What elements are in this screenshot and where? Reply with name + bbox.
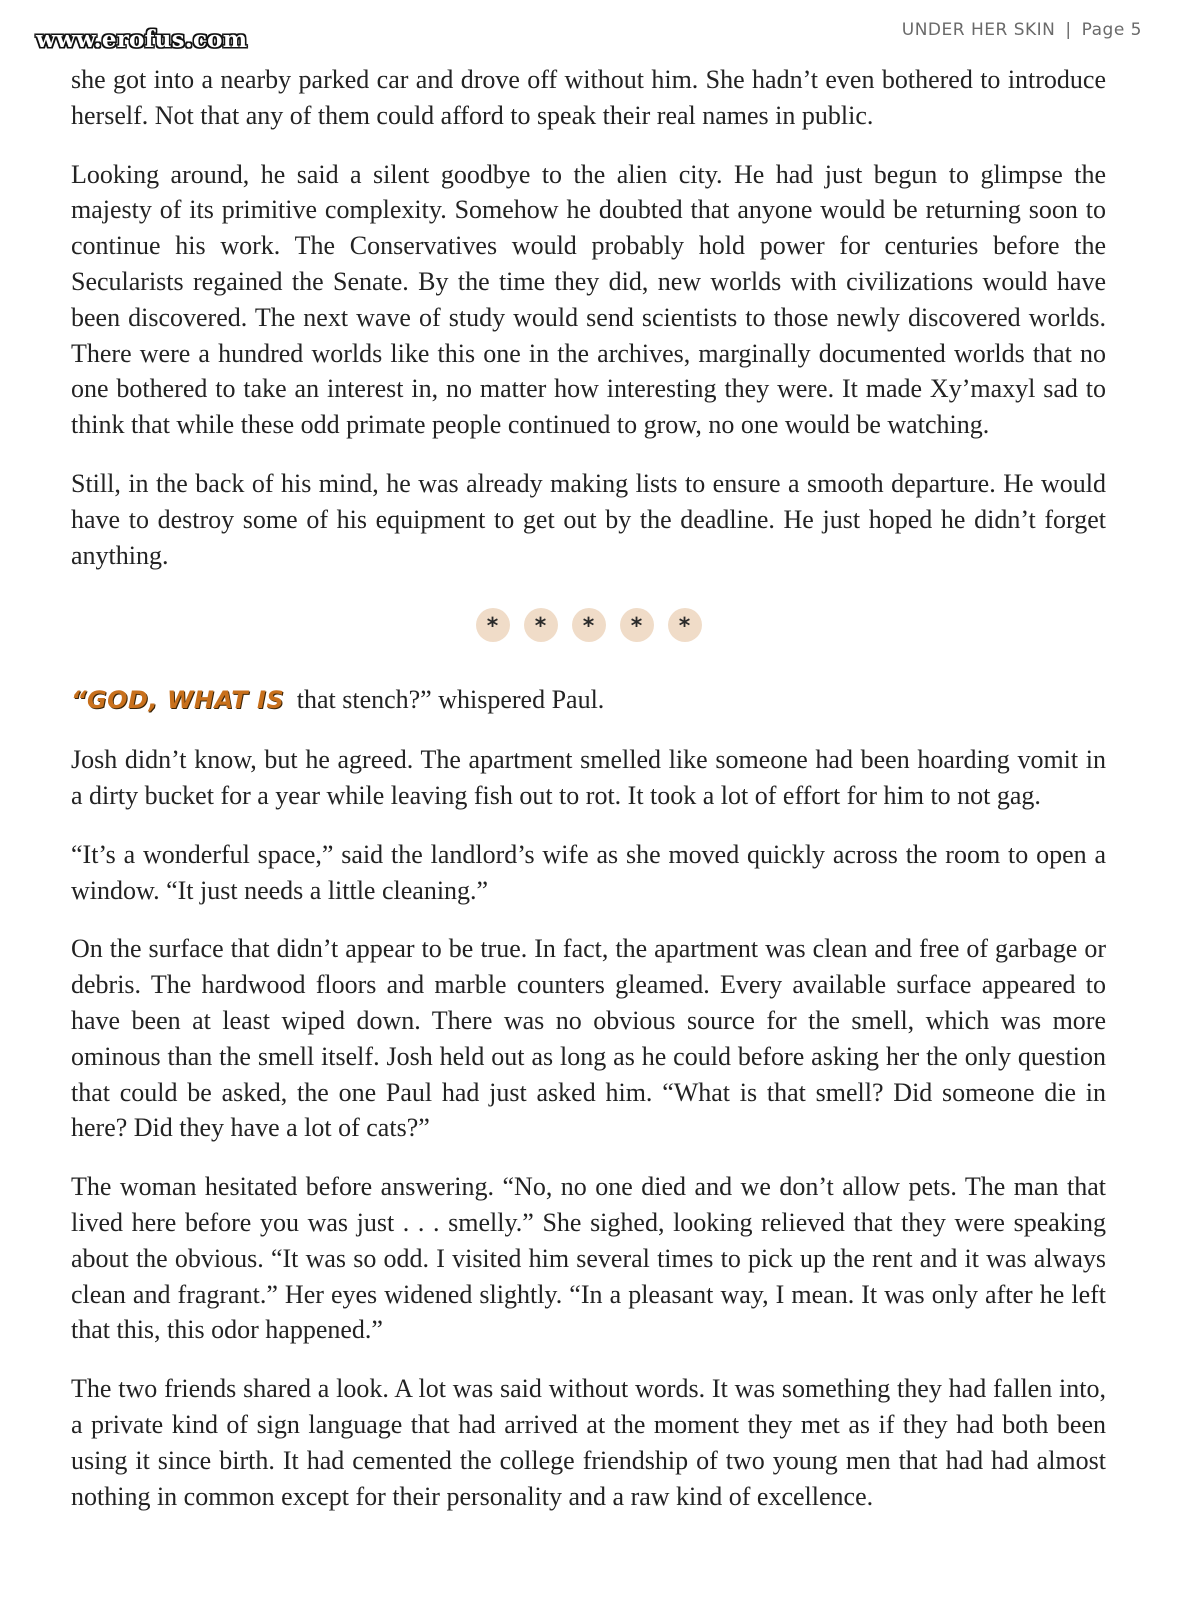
asterisk-ornament: * — [572, 608, 606, 642]
paragraph: The two friends shared a look. A lot was said without words. It was something they had fallen into, a private kind of sign language that had arrived at the moment they met as if they had both been using it since birth. It had cemented the college friendship of two young men that had had almost nothing in common except for their personality and a raw kind of excellence. — [71, 1374, 1106, 1511]
page-number: Page 5 — [1081, 20, 1142, 40]
paragraph: Josh didn’t know, but he agreed. The apartment smelled like someone had been hoarding vomit in a dirty bucket for a year while leaving fish out to rot. It took a lot of effort for him to not gag. — [71, 745, 1106, 810]
paragraph: Looking around, he said a silent goodbye to the alien city. He had just begun to glimpse the majesty of its primitive complexity. Somehow he doubted that anyone would be returning soon to continue his work. The Conservatives would probably hold power for centuries before the Secularists regained the Senate. By the time they did, new worlds with civilizations would have been discovered. The next wave of study would send scientists to those newly discovered worlds. There were a hundred worlds like this one in the archives, marginally documented worlds that no one bothered to take an interest in, no matter how interesting they were. It made Xy’maxyl sad to think that while these odd primate people continued to grow, no one would be watching. — [71, 159, 1106, 440]
header-separator: | — [1065, 20, 1072, 40]
lead-paragraph-rest: that stench?” whispered Paul. — [296, 685, 605, 715]
asterisk-ornament: * — [524, 608, 558, 642]
scene-break-divider — [71, 608, 1106, 642]
paragraph: she got into a nearby parked car and drove off without him. She hadn’t even bothered to introduce herself. Not that any of them could afford to speak their real names in public. — [71, 65, 1106, 130]
paragraph: Still, in the back of his mind, he was already making lists to ensure a smooth departure. He would have to destroy some of his equipment to get out by the deadline. He just hoped he didn’t forget anything. — [71, 468, 1106, 570]
lead-paragraph — [71, 682, 1106, 719]
asterisk-ornament: * — [476, 608, 510, 642]
book-title: UNDER HER SKIN — [901, 20, 1056, 40]
paragraph: “It’s a wonderful space,” said the landlord’s wife as she moved quickly across the room to open a window. “It just needs a little cleaning.” — [71, 839, 1106, 905]
running-header — [902, 20, 1142, 40]
paragraph: The woman hesitated before answering. “No, no one died and we don’t allow pets. The man that lived here before you was just . . . smelly.” She sighed, looking relieved that they were speaking about the obvious. “It was so odd. I visited him several times to pick up the rent and it was always clean and fragrant.” Her eyes widened slightly. “In a pleasant way, I mean. It was only after he left that this, this odor happened.” — [71, 1172, 1106, 1345]
asterisk-ornament: * — [668, 608, 702, 642]
paragraph: On the surface that didn’t appear to be true. In fact, the apartment was clean and free of garbage or debris. The hardwood floors and marble counters gleamed. Every available surface appeared to have been at least wiped down. There was no obvious source for the smell, which was more ominous than the smell itself. Josh held out as long as he could before asking her the only question that could be asked, the one Paul had just asked him. “What is that smell? Did someone die in here? Did they have a lot of cats?” — [71, 934, 1106, 1143]
asterisk-ornament: * — [620, 608, 654, 642]
lead-in-text: “GOD, WHAT IS — [71, 686, 285, 715]
watermark: www.erofus.com — [36, 26, 248, 53]
page-body — [71, 62, 1106, 1537]
